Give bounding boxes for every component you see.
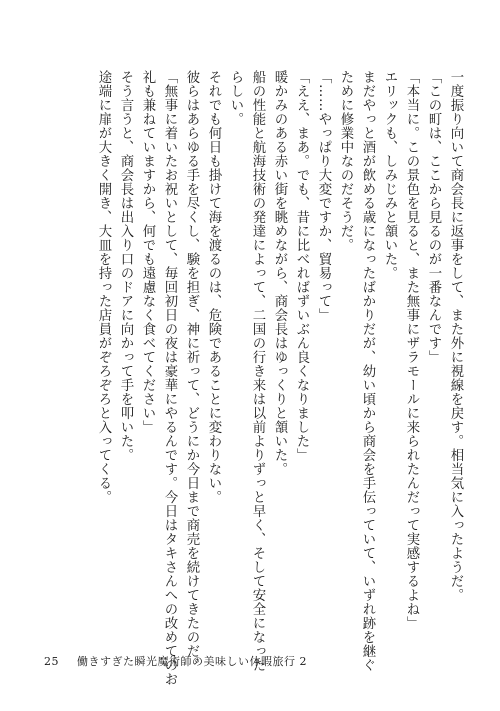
text-line: それでも何日も掛けて海を渡るのは、危険であることに変わりない。	[206, 70, 221, 504]
text-line: エリックも、しみじみと頷いた。	[382, 70, 397, 280]
text-line: 一度振り向いて商会長に返事をして、また外に視線を戻す。相当気に入ったようだ。	[448, 70, 463, 602]
text-line: ために修業中なのだそうだ。	[338, 70, 353, 252]
text-line: 船の性能と航海技術の発達によって、二国の行き来は以前よりずっと早く、そして安全になった	[250, 70, 265, 672]
text-line: 「この町は、ここから見るのが一番なんです」	[426, 70, 441, 364]
text-line: まだやっと酒が飲める歳になったばかりだが、幼い頃から商会を手伝っていて、いずれ跡を継ぐ	[360, 70, 375, 672]
text-line: らしい。	[228, 70, 243, 126]
text-line: 途端に扉が大きく開き、大皿を持った店員がぞろぞろと入ってくる。	[96, 70, 111, 504]
text-line: 彼らはあらゆる手を尽くし、験を担ぎ、神に祈って、どうにか今日まで商売を続けてきたのだ。	[184, 70, 199, 672]
text-line: 礼も兼ねていますから、何でも遠慮なく食べてください」	[140, 70, 155, 434]
page-number: 25	[44, 655, 59, 668]
text-line: 「無事に着いたお祝いとして、毎回初日の夜は豪華にやるんです。今日はタキさんへの改めてのお	[162, 70, 177, 686]
book-title: 働きすぎた瞬光魔術師の美味しい休暇旅行 2	[77, 655, 307, 668]
text-line: 「本当に。この景色を見ると、また無事にザラモールに来られたんだって実感するよね」	[404, 70, 419, 630]
text-line: 「ええ、まあ。でも、昔に比べればずいぶん良くなりました」	[294, 70, 309, 462]
text-line: 暖かみのある赤い街を眺めながら、商会長はゆっくりと頷いた。	[272, 70, 287, 476]
text-line: 「……やっぱり大変ですか、貿易って」	[316, 70, 331, 322]
page-footer	[44, 653, 307, 669]
text-line: そう言うと、商会長は出入り口のドアに向かって手を叩いた。	[118, 70, 133, 462]
